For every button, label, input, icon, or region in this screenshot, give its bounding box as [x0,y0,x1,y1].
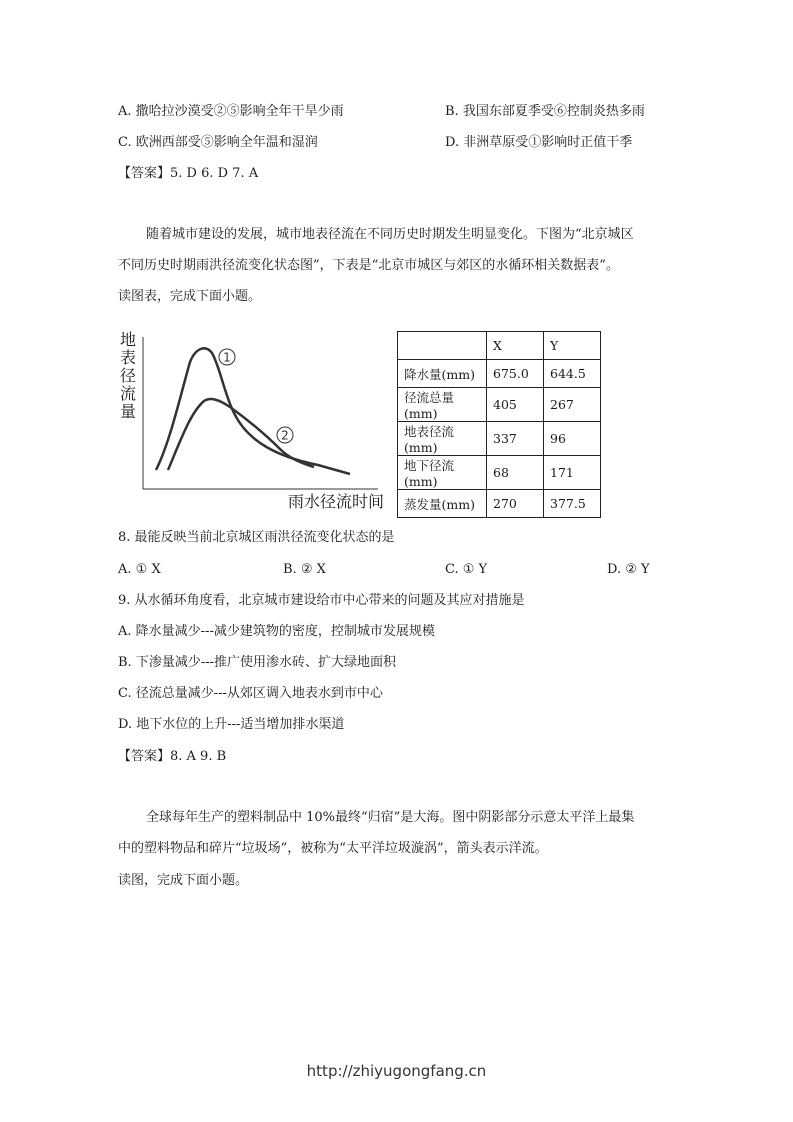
q8-option-b: B. ② X [283,562,326,577]
q9-option-b: B. 下渗量减少---推广使用渗水砖、扩大绿地面积 [118,655,396,670]
table-cell: 地表径流(mm) [398,422,487,456]
series-1-line [156,348,350,474]
passage-line: 全球每年生产的塑料制品中 10%最终“归宿”是大海。图中阴影部分示意太平洋上最集 [146,810,635,825]
table-cell: Y [544,332,601,360]
table-row [398,490,601,518]
table-header-row [398,332,601,360]
table-cell: 337 [487,422,544,456]
answer-block: 【答案】8. A 9. B [118,749,227,764]
table-cell: 降水量(mm) [398,360,487,388]
option-c: C. 欧洲西部受⑤影响全年温和湿润 [118,135,318,150]
table-row [398,388,601,422]
table-cell: 径流总量(mm) [398,388,487,422]
question-9-stem: 9. 从水循环角度看，北京城市建设给市中心带来的问题及其应对措施是 [118,593,525,608]
footer-url: http://zhiyugongfang.cn [306,1062,487,1080]
passage-line: 读图表，完成下面小题。 [118,289,262,304]
table-cell [398,332,487,360]
svg-text:1: 1 [223,350,231,365]
table-cell: 地下径流(mm) [398,456,487,490]
table-cell: 405 [487,388,544,422]
chart-x-label: 雨水径流时间 [288,492,385,511]
chart-axes [143,337,378,489]
series-2-label [277,427,293,443]
table-row [398,456,601,490]
q8-option-d: D. ② Y [607,562,650,577]
option-b: B. 我国东部夏季受⑥控制炎热多雨 [445,104,645,119]
table-cell: X [487,332,544,360]
option-a: A. 撒哈拉沙漠受②⑤影响全年干旱少雨 [118,104,344,119]
table-cell: 267 [544,388,601,422]
passage-line: 随着城市建设的发展，城市地表径流在不同历史时期发生明显变化。下图为“北京城区 [146,227,634,242]
answer-block: 【答案】5. D 6. D 7. A [118,166,259,181]
table-cell: 675.0 [487,360,544,388]
q9-option-a: A. 降水量减少---减少建筑物的密度，控制城市发展规模 [118,624,435,639]
q9-option-d: D. 地下水位的上升---适当增加排水渠道 [118,717,345,732]
q8-option-c: C. ① Y [445,562,488,577]
series-2-line [168,399,314,470]
q9-option-c: C. 径流总量减少---从郊区调入地表水到市中心 [118,686,383,701]
table-cell: 171 [544,456,601,490]
table-row [398,360,601,388]
table-cell: 96 [544,422,601,456]
question-8-stem: 8. 最能反映当前北京城区雨洪径流变化状态的是 [118,530,395,545]
table-cell: 蒸发量(mm) [398,490,487,518]
series-1-label [219,349,235,365]
table-cell: 377.5 [544,490,601,518]
chart-y-label: 地 表 径 流 量 [120,330,137,421]
passage-line: 读图，完成下面小题。 [118,873,249,888]
svg-text:2: 2 [281,428,289,443]
table-cell: 644.5 [544,360,601,388]
table-row [398,422,601,456]
water-cycle-table [397,331,601,518]
passage-line: 中的塑料物品和碎片“垃圾场”，被称为“太平洋垃圾漩涡”，箭头表示洋流。 [118,841,548,856]
table-cell: 68 [487,456,544,490]
table-cell: 270 [487,490,544,518]
runoff-chart [118,327,388,507]
option-d: D. 非洲草原受①影响时正值干季 [445,135,633,150]
q8-option-a: A. ① X [118,562,161,577]
passage-line: 不同历史时期雨洪径流变化状态图”，下表是“北京市城区与郊区的水循环相关数据表”。 [118,258,619,273]
